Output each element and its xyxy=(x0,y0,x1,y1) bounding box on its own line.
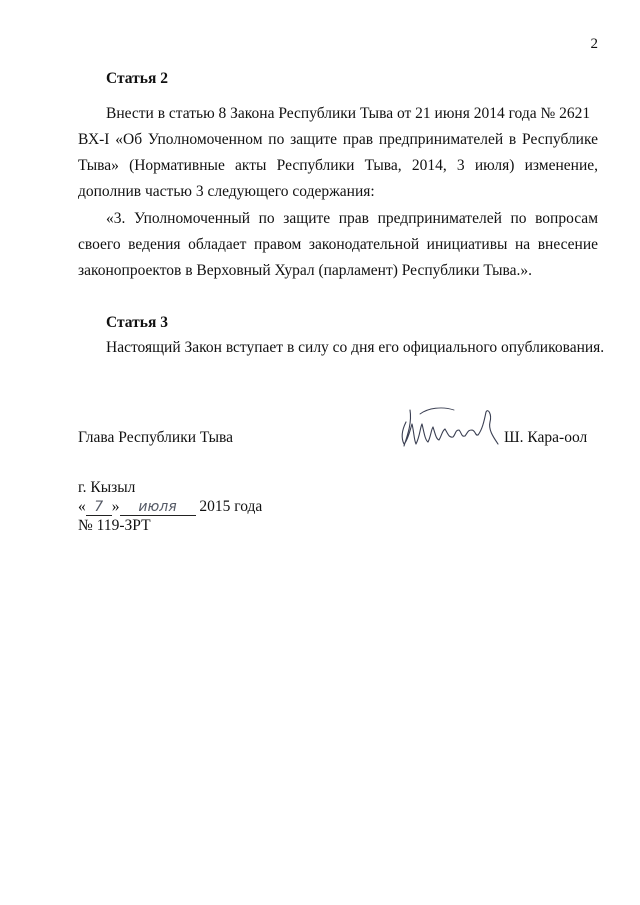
signatory-name: Ш. Кара-оол xyxy=(504,429,588,446)
article-2-heading: Статья 2 xyxy=(106,70,168,87)
article-2-line: «3. Уполномоченный по защите прав предпринимателей по вопросам xyxy=(106,210,598,227)
article-2-line: дополнив частью 3 следующего содержания: xyxy=(78,183,375,200)
date-year: 2015 года xyxy=(199,498,263,515)
date-month: июля xyxy=(120,499,196,516)
article-2-line: Внести в статью 8 Закона Республики Тыва от 21 июня 2014 года № 2621 xyxy=(106,105,591,122)
article-2-line: своего ведения обладает правом законодательной инициативы на внесение xyxy=(78,236,598,253)
article-3-heading: Статья 3 xyxy=(106,314,168,331)
place-of-signing: г. Кызыл xyxy=(78,479,136,496)
article-2-line: ВХ-I «Об Уполномоченном по защите прав предпринимателей в Республике xyxy=(78,131,598,148)
date-close-quote: » xyxy=(111,498,120,515)
signatory-position: Глава Республики Тыва xyxy=(78,429,234,446)
signing-date xyxy=(78,498,262,516)
law-number: № 119-ЗРТ xyxy=(78,517,151,534)
handwritten-signature xyxy=(398,400,502,452)
article-2-line: законопроектов в Верховный Хурал (парламент) Республики Тыва.». xyxy=(78,262,532,279)
date-open-quote: « xyxy=(78,498,86,515)
article-3-text: Настоящий Закон вступает в силу со дня его официального опубликования. xyxy=(106,339,605,356)
page-number: 2 xyxy=(590,36,598,52)
date-day: 7 xyxy=(86,499,112,516)
article-2-line: Тыва» (Нормативные акты Республики Тыва, 2014, 3 июля) изменение, xyxy=(78,157,598,174)
